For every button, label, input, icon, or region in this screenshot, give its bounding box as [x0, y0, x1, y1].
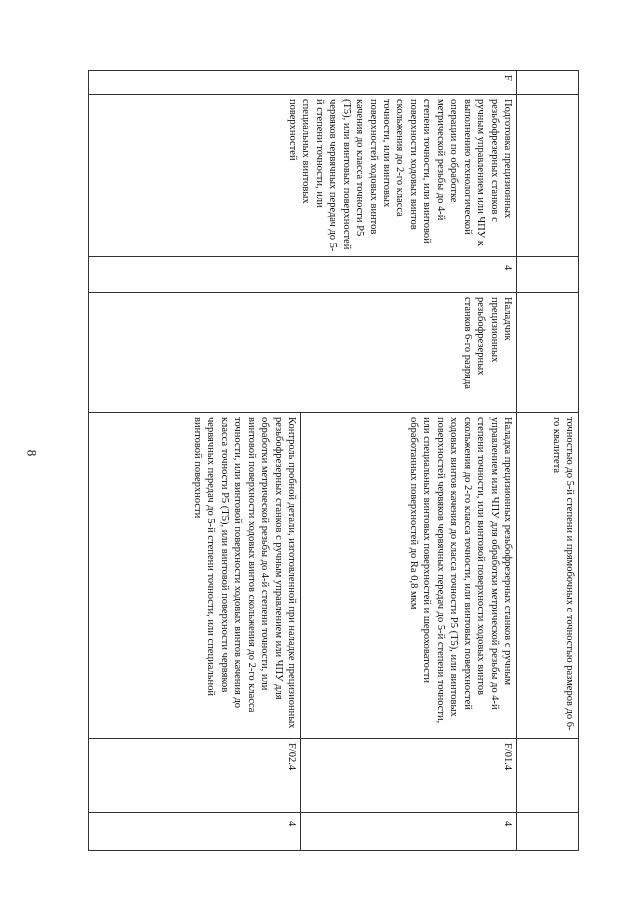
function-2-level: 4 [89, 813, 301, 851]
group-level: 4 [89, 257, 517, 293]
prev-empty-function-level [517, 813, 579, 851]
function-1-name: Наладка прецизионных резьбофрезерных станков с ручным управлением или ЧПУ для обработки метрической резьбы до 4-й степени точности, или винтовой поверхности ходовых винтов скольжения до 2-го класса точности, или винтовых поверхностей ходовых винтов качения до класса точности P5 (T5), или винтовых поверхностей червяков червячных передач до 5-й степени точности, или специальных винтовых поверхностей и шероховатости обработанных поверхностей до Ra 0,8 мкм [301, 413, 517, 739]
rotated-table-container [89, 70, 579, 850]
group-qualification: Наладчик прецизионных резьбофрезерных станков 6-го разряда [89, 293, 517, 413]
function-1-level: 4 [301, 813, 517, 851]
table-row-previous-continuation [517, 71, 579, 851]
prev-empty-level [517, 257, 579, 293]
function-2-name: Контроль пробной детали, изготовленной при наладке прецизионных резьбофрезерных станков с ручным управлением или ЧПУ для обработки метрической резьбы до 4-й степени точности, или винтовой поверхности ходовых винтов скольжения до 2-го класса точности, или винтовой поверхности ходовых винтов качения до класса точности P5 (T5), или винтовой поверхности червяков червячных передач до 5-й степени точности, или специальной винтовой поверхности [89, 413, 301, 739]
function-1-code: F/01.4 [301, 739, 517, 813]
page-number: 8 [24, 449, 40, 457]
prev-empty-code [517, 71, 579, 95]
prev-empty-qualification [517, 293, 579, 413]
prev-empty-name [517, 95, 579, 257]
functions-table [88, 70, 579, 851]
group-name: Подготовка прецизионных резьбофрезерных станков с ручным управлением или ЧПУ к выполнению технологической операции по обработке метрической резьбы до 4-й степени точности, или винтовой поверхности ходовых винтов скольжения до 2-го класса точности, или винтовых поверхностей ходовых винтов качения до класса точности P5 (T5), или винтовых поверхностей червяков червячных передач до 5-й степени точности, или специальных винтовых поверхностей [89, 95, 517, 257]
group-code: F [89, 71, 517, 95]
prev-empty-function-code [517, 739, 579, 813]
prev-function-text: точностью до 5-й степени и прямобочных с точностью размеров до 6-го квалитета [517, 413, 579, 739]
function-2-code: F/02.4 [89, 739, 301, 813]
table-row-function-1 [301, 71, 517, 851]
